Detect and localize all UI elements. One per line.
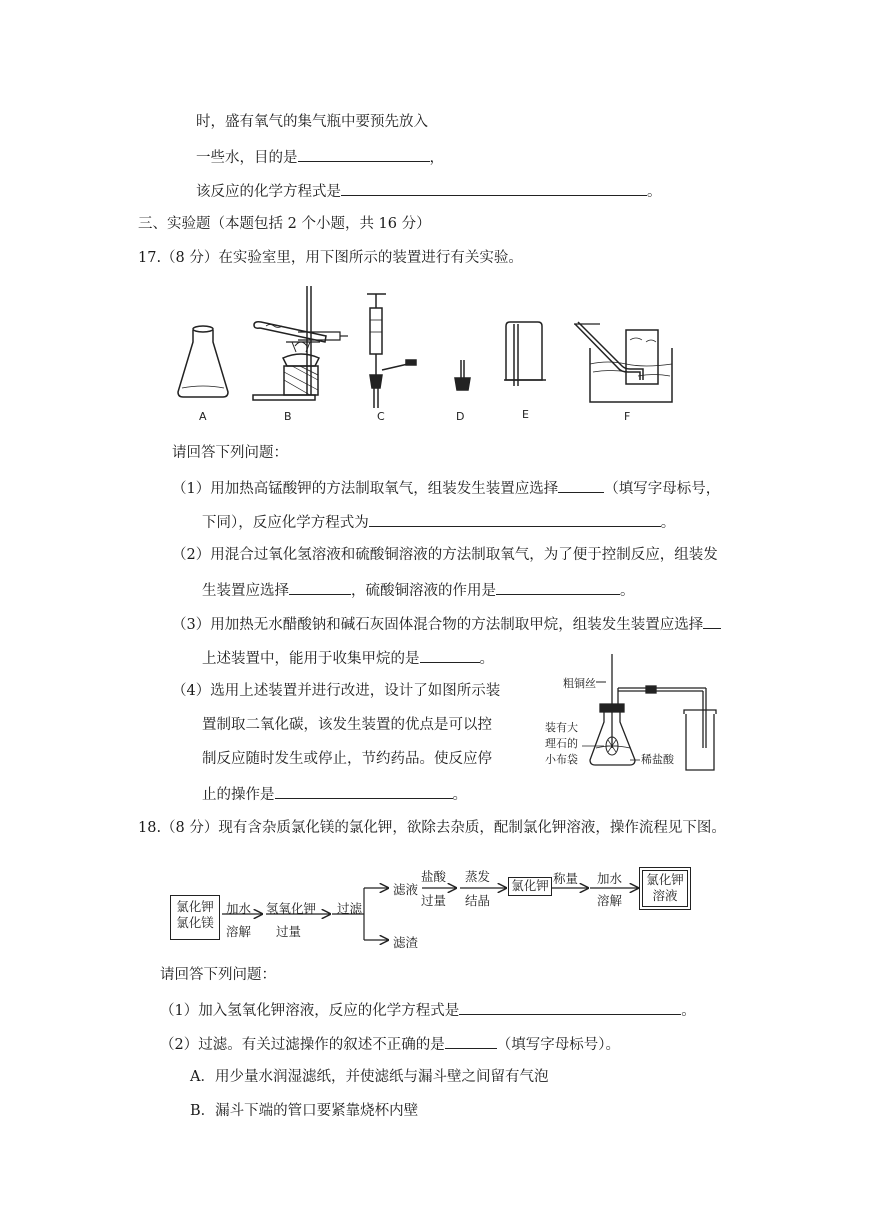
q17-p1-text2: 下同），反应化学方程式为 xyxy=(202,515,369,531)
q18-prompt: 请回答下列问题： xyxy=(160,967,276,983)
q18-option-b: B．漏斗下端的管口要紧靠烧杯内壁 xyxy=(190,1103,419,1119)
answer-blank[interactable] xyxy=(558,477,604,493)
q17-p3-text2: 上述装置中，能用于收集甲烷的是 xyxy=(202,651,420,667)
q16-line2-text: 一些水，目的是 xyxy=(196,150,298,166)
flow-start-box xyxy=(170,895,220,940)
q17-p4-line4 xyxy=(202,783,467,805)
flow-dissolve2: 溶解 xyxy=(597,893,623,908)
answer-blank[interactable] xyxy=(369,511,661,527)
q17-p1-note: （填写字母标号， xyxy=(604,481,721,497)
q18-p2-text: （2）过滤。有关过滤操作的叙述不正确的是 xyxy=(160,1037,445,1053)
apparatus-b-heating-setup xyxy=(253,286,348,400)
q17-p4-line3: 制反应随时发生或停止，节约药品。使反应停 xyxy=(202,751,492,767)
flow-weigh: 称量 xyxy=(553,871,579,886)
apparatus-e-gas-bottle xyxy=(504,322,546,386)
answer-blank[interactable] xyxy=(445,1033,497,1049)
q17-p1-line2 xyxy=(202,511,675,533)
answer-blank[interactable] xyxy=(459,999,681,1015)
apparatus-c-syringe-stopper xyxy=(367,294,416,408)
q18-p1 xyxy=(160,999,696,1021)
flow-hcl: 盐酸 xyxy=(421,869,447,884)
q17-p4-line2: 置制取二氧化碳，该发生装置的优点是可以控 xyxy=(202,717,492,733)
q17-p1-line1 xyxy=(172,477,720,499)
q17-p2-line1: （2）用混合过氧化氢溶液和硫酸铜溶液的方法制取氧气，为了便于控制反应，组装发 xyxy=(172,547,718,563)
q17-p1-punct: 。 xyxy=(660,515,676,531)
answer-blank[interactable] xyxy=(275,783,453,799)
q17-p2-text: 生装置应选择 xyxy=(202,583,289,599)
flow-end-box xyxy=(642,870,688,907)
flow-end-line2: 溶液 xyxy=(652,888,678,903)
label-bag-2: 理石的 xyxy=(545,737,578,750)
q16-line1: 时，盛有氧气的集气瓶中要预先放入 xyxy=(196,114,428,130)
q17-p4-line1: （4）选用上述装置并进行改进，设计了如图所示装 xyxy=(172,683,501,699)
label-bag-3: 小布袋 xyxy=(545,753,578,766)
answer-blank[interactable] xyxy=(289,579,351,595)
q17-prompt: 请回答下列问题： xyxy=(172,445,288,461)
flow-add-water2: 加水 xyxy=(597,871,623,886)
q18-intro: 18.（8 分）现有含杂质氯化镁的氯化钾，欲除去杂质，配制氯化钾溶液，操作流程见下图。 xyxy=(138,820,726,836)
label-f: F xyxy=(624,410,631,423)
label-dilute-hcl: 稀盐酸 xyxy=(641,753,674,766)
apparatus-a-conical-flask xyxy=(178,326,228,397)
label-e: E xyxy=(522,408,529,421)
q17-p1-text: （1）用加热高锰酸钾的方法制取氧气，组装发生装置应选择 xyxy=(172,481,559,497)
answer-blank[interactable] xyxy=(703,613,721,629)
flow-end-line1: 氯化钾 xyxy=(646,872,684,887)
q18-p1-text: （1）加入氢氧化钾溶液，反应的化学方程式是 xyxy=(160,1003,460,1019)
flow-start-line1: 氯化钾 xyxy=(176,899,214,914)
label-c: C xyxy=(377,410,385,423)
q16-line2-punct: ， xyxy=(429,150,444,166)
label-d: D xyxy=(456,410,465,423)
q16-line2 xyxy=(196,146,444,168)
flow-koh: 氢氧化钾 xyxy=(266,901,317,916)
answer-blank[interactable] xyxy=(420,647,480,663)
q17-p3-punct: 。 xyxy=(479,651,494,667)
flow-residue: 滤渣 xyxy=(393,935,419,950)
q17-p3-line1 xyxy=(172,613,721,635)
q17-p4-punct: 。 xyxy=(452,787,467,803)
flow-crystallize: 结晶 xyxy=(465,893,491,908)
q18-p2-note: （填写字母标号）。 xyxy=(496,1037,620,1053)
q17-p3-line2 xyxy=(202,647,494,669)
flow-filter: 过滤 xyxy=(337,901,363,916)
q18-option-a: A．用少量水润湿滤纸，并使滤纸与漏斗壁之间留有气泡 xyxy=(190,1069,549,1085)
q17-apparatus-figure xyxy=(170,280,690,430)
q16-line3-punct: 。 xyxy=(647,184,662,200)
flow-dissolve: 溶解 xyxy=(226,924,252,939)
answer-blank[interactable] xyxy=(496,579,620,595)
q17-p2-text2: ，硫酸铜溶液的作用是 xyxy=(351,583,496,599)
flow-add-water: 加水 xyxy=(226,901,252,916)
q18-p1-punct: 。 xyxy=(681,1003,696,1019)
q17-p4-text: 止的操作是 xyxy=(202,787,275,803)
label-copper-wire: 粗铜丝 xyxy=(563,677,596,690)
q17-p3-text: （3）用加热无水醋酸钠和碱石灰固体混合物的方法制取甲烷，组装发生装置应选择 xyxy=(172,617,704,633)
section-heading: 三、实验题（本题包括 2 个小题，共 16 分） xyxy=(138,216,431,232)
q17-p2-punct: 。 xyxy=(620,583,635,599)
flow-start-line2: 氯化镁 xyxy=(176,915,214,930)
q17-p2-line2 xyxy=(202,579,635,601)
flow-excess2: 过量 xyxy=(421,893,447,908)
flow-evaporate: 蒸发 xyxy=(465,869,491,884)
q16-line3-text: 该反应的化学方程式是 xyxy=(196,184,341,200)
apparatus-f-water-trough xyxy=(574,322,672,402)
label-a: A xyxy=(199,410,207,423)
q17-intro: 17.（8 分）在实验室里，用下图所示的装置进行有关实验。 xyxy=(138,250,523,266)
label-bag-1: 装有大 xyxy=(545,721,578,734)
apparatus-d-stopper xyxy=(455,360,470,390)
q16-line3 xyxy=(196,180,662,202)
flow-excess1: 过量 xyxy=(276,924,302,939)
label-b: B xyxy=(284,410,292,423)
q18-p2 xyxy=(160,1033,620,1055)
flow-kcl-box: 氯化钾 xyxy=(508,877,552,896)
answer-blank[interactable] xyxy=(298,146,430,162)
flow-filtrate: 滤液 xyxy=(393,882,419,897)
answer-blank[interactable] xyxy=(341,180,647,196)
